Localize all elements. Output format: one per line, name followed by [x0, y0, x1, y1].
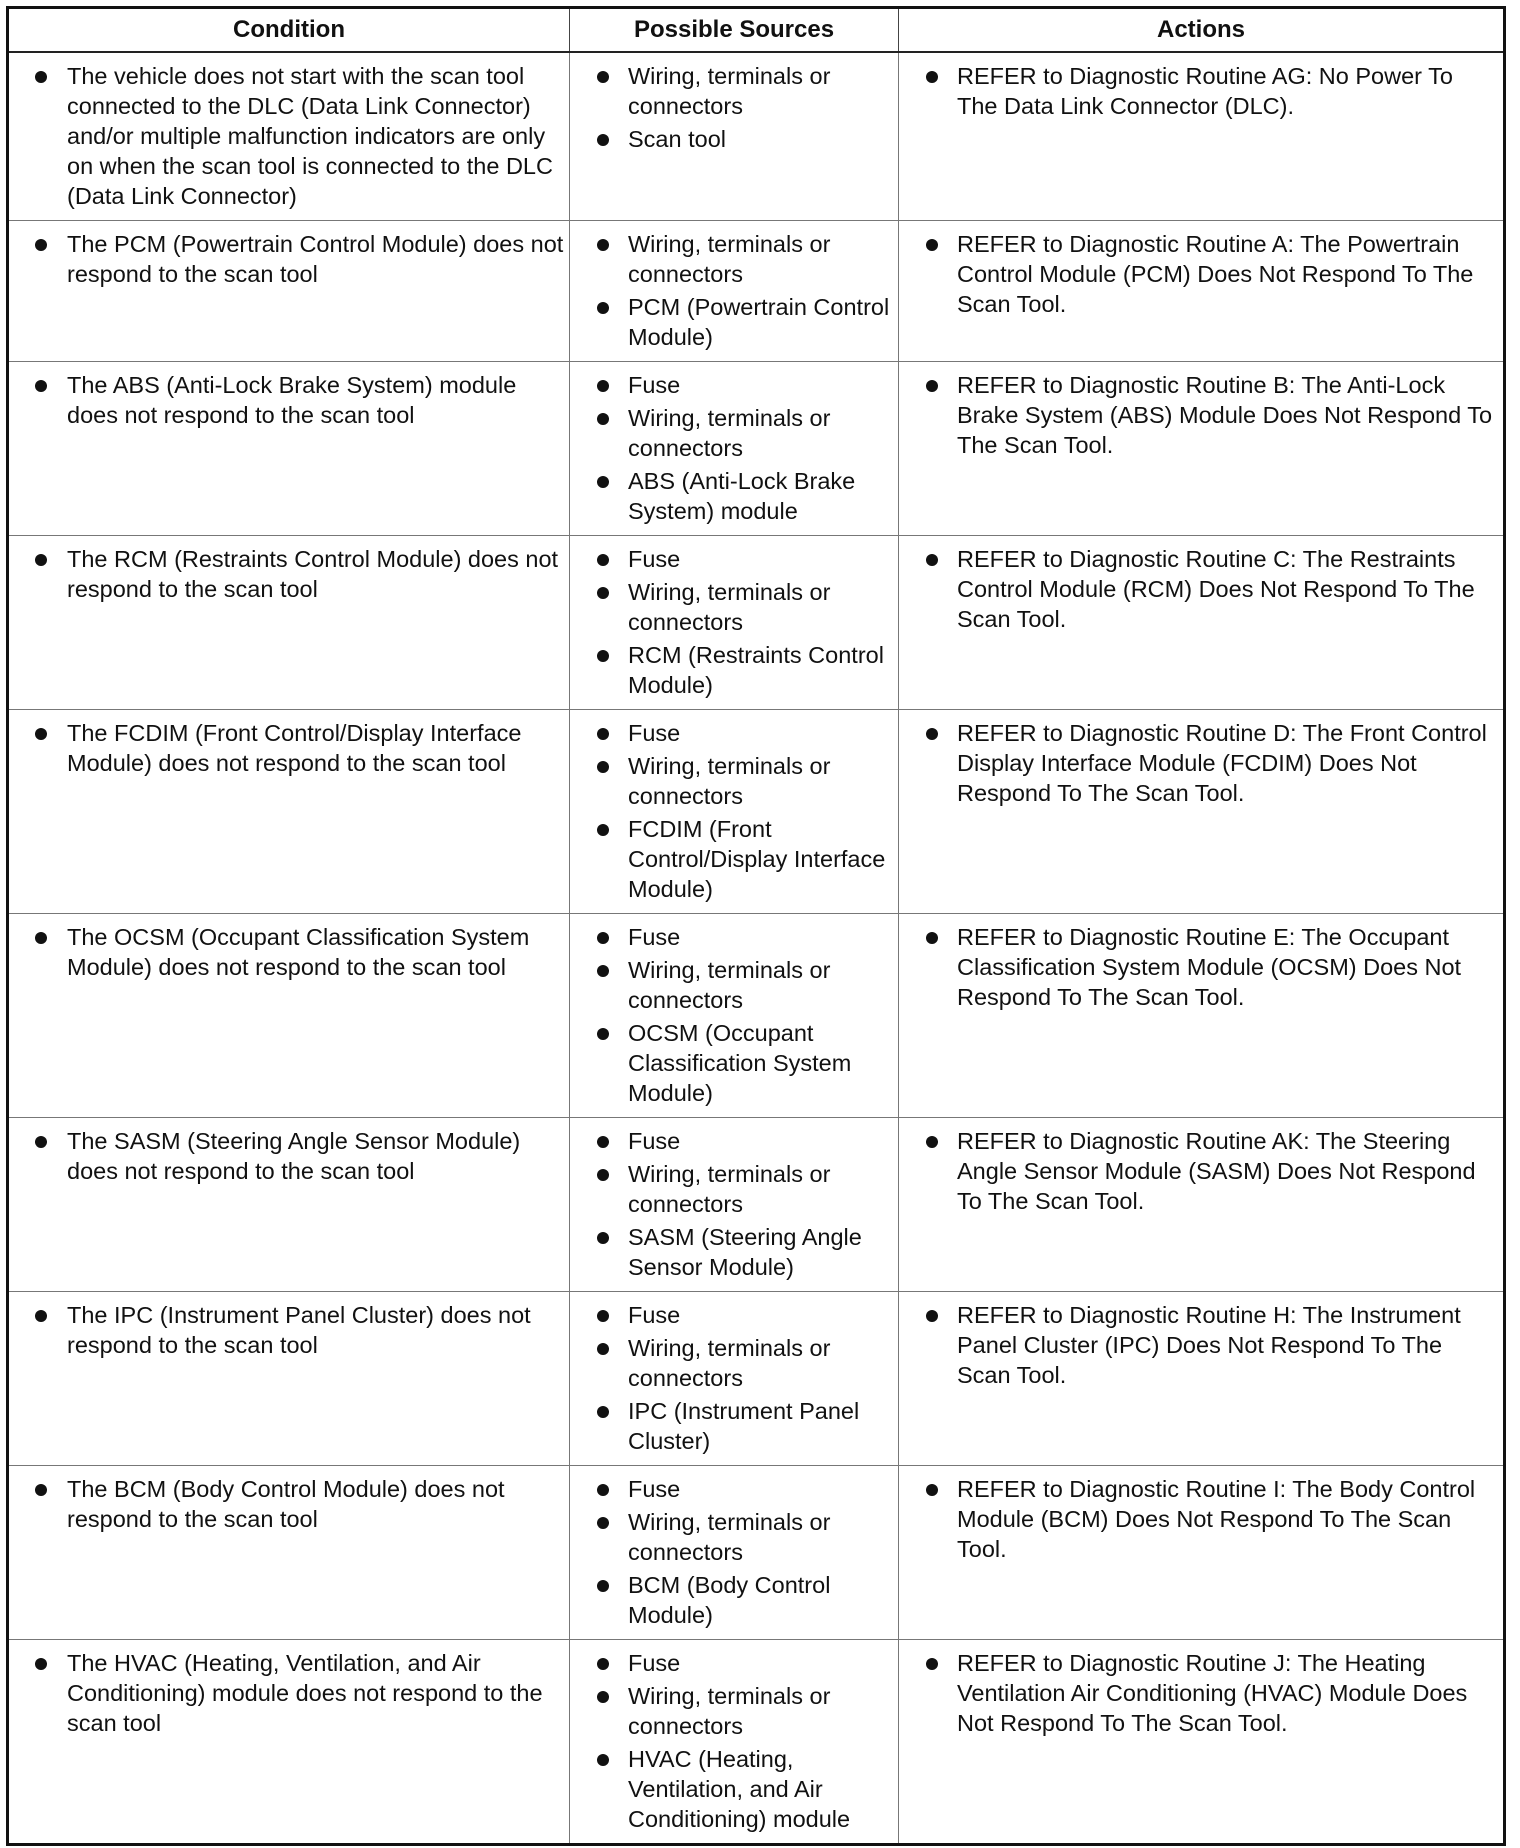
possible-sources-cell	[570, 1292, 899, 1466]
source-item: PCM (Powertrain Control Module)	[570, 292, 894, 352]
source-item: Fuse	[570, 544, 894, 574]
condition-text: The PCM (Powertrain Control Module) does not respond to the scan tool	[9, 229, 565, 289]
condition-cell	[8, 1292, 570, 1466]
condition-text: The IPC (Instrument Panel Cluster) does not respond to the scan tool	[9, 1300, 565, 1360]
action-cell	[899, 710, 1505, 914]
possible-sources-cell	[570, 1118, 899, 1292]
action-cell	[899, 221, 1505, 362]
action-text: REFER to Diagnostic Routine A: The Powertrain Control Module (PCM) Does Not Respond To The Scan Tool.	[899, 229, 1499, 319]
source-item: IPC (Instrument Panel Cluster)	[570, 1396, 894, 1456]
header-condition: Condition	[8, 8, 570, 53]
possible-sources-cell	[570, 362, 899, 536]
condition-cell	[8, 52, 570, 221]
table-row	[8, 710, 1505, 914]
action-text: REFER to Diagnostic Routine I: The Body Control Module (BCM) Does Not Respond To The Scan Tool.	[899, 1474, 1499, 1564]
source-item: Fuse	[570, 922, 894, 952]
source-item: Fuse	[570, 718, 894, 748]
condition-cell	[8, 1466, 570, 1640]
source-item: RCM (Restraints Control Module)	[570, 640, 894, 700]
possible-sources-cell	[570, 221, 899, 362]
condition-text: The OCSM (Occupant Classification System Module) does not respond to the scan tool	[9, 922, 565, 982]
source-item: BCM (Body Control Module)	[570, 1570, 894, 1630]
action-text: REFER to Diagnostic Routine C: The Restraints Control Module (RCM) Does Not Respond To The Scan Tool.	[899, 544, 1499, 634]
action-cell	[899, 1640, 1505, 1845]
source-item: Wiring, terminals or connectors	[570, 403, 894, 463]
condition-cell	[8, 362, 570, 536]
possible-sources-cell	[570, 536, 899, 710]
source-item: Fuse	[570, 1300, 894, 1330]
action-cell	[899, 1118, 1505, 1292]
source-item: Wiring, terminals or connectors	[570, 229, 894, 289]
condition-cell	[8, 914, 570, 1118]
source-item: Fuse	[570, 370, 894, 400]
action-cell	[899, 52, 1505, 221]
table-row	[8, 914, 1505, 1118]
header-actions: Actions	[899, 8, 1505, 53]
possible-sources-cell	[570, 710, 899, 914]
condition-cell	[8, 1640, 570, 1845]
source-item: Wiring, terminals or connectors	[570, 1159, 894, 1219]
possible-sources-cell	[570, 1466, 899, 1640]
table-row	[8, 1118, 1505, 1292]
table-row	[8, 1466, 1505, 1640]
action-text: REFER to Diagnostic Routine J: The Heating Ventilation Air Conditioning (HVAC) Module Does Not Respond To The Scan Tool.	[899, 1648, 1499, 1738]
condition-text: The BCM (Body Control Module) does not respond to the scan tool	[9, 1474, 565, 1534]
source-item: Wiring, terminals or connectors	[570, 1681, 894, 1741]
header-possible-sources: Possible Sources	[570, 8, 899, 53]
condition-text: The vehicle does not start with the scan tool connected to the DLC (Data Link Connector) and/or multiple malfunction indicators are only on when the scan tool is connected to the DLC (Data Link Connector)	[9, 61, 565, 211]
table-row	[8, 362, 1505, 536]
condition-cell	[8, 221, 570, 362]
source-item: Wiring, terminals or connectors	[570, 577, 894, 637]
source-item: ABS (Anti-Lock Brake System) module	[570, 466, 894, 526]
action-cell	[899, 1292, 1505, 1466]
table-row	[8, 1640, 1505, 1845]
source-item: FCDIM (Front Control/Display Interface Module)	[570, 814, 894, 904]
table-row	[8, 1292, 1505, 1466]
source-item: SASM (Steering Angle Sensor Module)	[570, 1222, 894, 1282]
source-item: Wiring, terminals or connectors	[570, 61, 894, 121]
diagnostic-table	[6, 6, 1506, 1846]
action-text: REFER to Diagnostic Routine AG: No Power To The Data Link Connector (DLC).	[899, 61, 1499, 121]
condition-text: The SASM (Steering Angle Sensor Module) does not respond to the scan tool	[9, 1126, 565, 1186]
condition-cell	[8, 710, 570, 914]
action-text: REFER to Diagnostic Routine D: The Front Control Display Interface Module (FCDIM) Does Not Respond To The Scan Tool.	[899, 718, 1499, 808]
action-text: REFER to Diagnostic Routine AK: The Steering Angle Sensor Module (SASM) Does Not Respond To The Scan Tool.	[899, 1126, 1499, 1216]
source-item: Wiring, terminals or connectors	[570, 955, 894, 1015]
action-cell	[899, 536, 1505, 710]
action-text: REFER to Diagnostic Routine E: The Occupant Classification System Module (OCSM) Does Not Respond To The Scan Tool.	[899, 922, 1499, 1012]
source-item: OCSM (Occupant Classification System Module)	[570, 1018, 894, 1108]
table-body	[8, 52, 1505, 1845]
action-cell	[899, 914, 1505, 1118]
action-cell	[899, 362, 1505, 536]
condition-text: The ABS (Anti-Lock Brake System) module does not respond to the scan tool	[9, 370, 565, 430]
source-item: Fuse	[570, 1126, 894, 1156]
condition-cell	[8, 536, 570, 710]
possible-sources-cell	[570, 52, 899, 221]
action-text: REFER to Diagnostic Routine H: The Instrument Panel Cluster (IPC) Does Not Respond To The Scan Tool.	[899, 1300, 1499, 1390]
condition-text: The HVAC (Heating, Ventilation, and Air Conditioning) module does not respond to the scan tool	[9, 1648, 565, 1738]
source-item: Scan tool	[570, 124, 894, 154]
table-row	[8, 52, 1505, 221]
possible-sources-cell	[570, 1640, 899, 1845]
source-item: Wiring, terminals or connectors	[570, 1507, 894, 1567]
header-row	[8, 8, 1505, 53]
source-item: Fuse	[570, 1648, 894, 1678]
source-item: Fuse	[570, 1474, 894, 1504]
condition-text: The FCDIM (Front Control/Display Interface Module) does not respond to the scan tool	[9, 718, 565, 778]
source-item: Wiring, terminals or connectors	[570, 1333, 894, 1393]
source-item: Wiring, terminals or connectors	[570, 751, 894, 811]
source-item: HVAC (Heating, Ventilation, and Air Conditioning) module	[570, 1744, 894, 1834]
condition-text: The RCM (Restraints Control Module) does not respond to the scan tool	[9, 544, 565, 604]
possible-sources-cell	[570, 914, 899, 1118]
condition-cell	[8, 1118, 570, 1292]
table-row	[8, 536, 1505, 710]
action-cell	[899, 1466, 1505, 1640]
table-row	[8, 221, 1505, 362]
action-text: REFER to Diagnostic Routine B: The Anti-Lock Brake System (ABS) Module Does Not Respond To The Scan Tool.	[899, 370, 1499, 460]
